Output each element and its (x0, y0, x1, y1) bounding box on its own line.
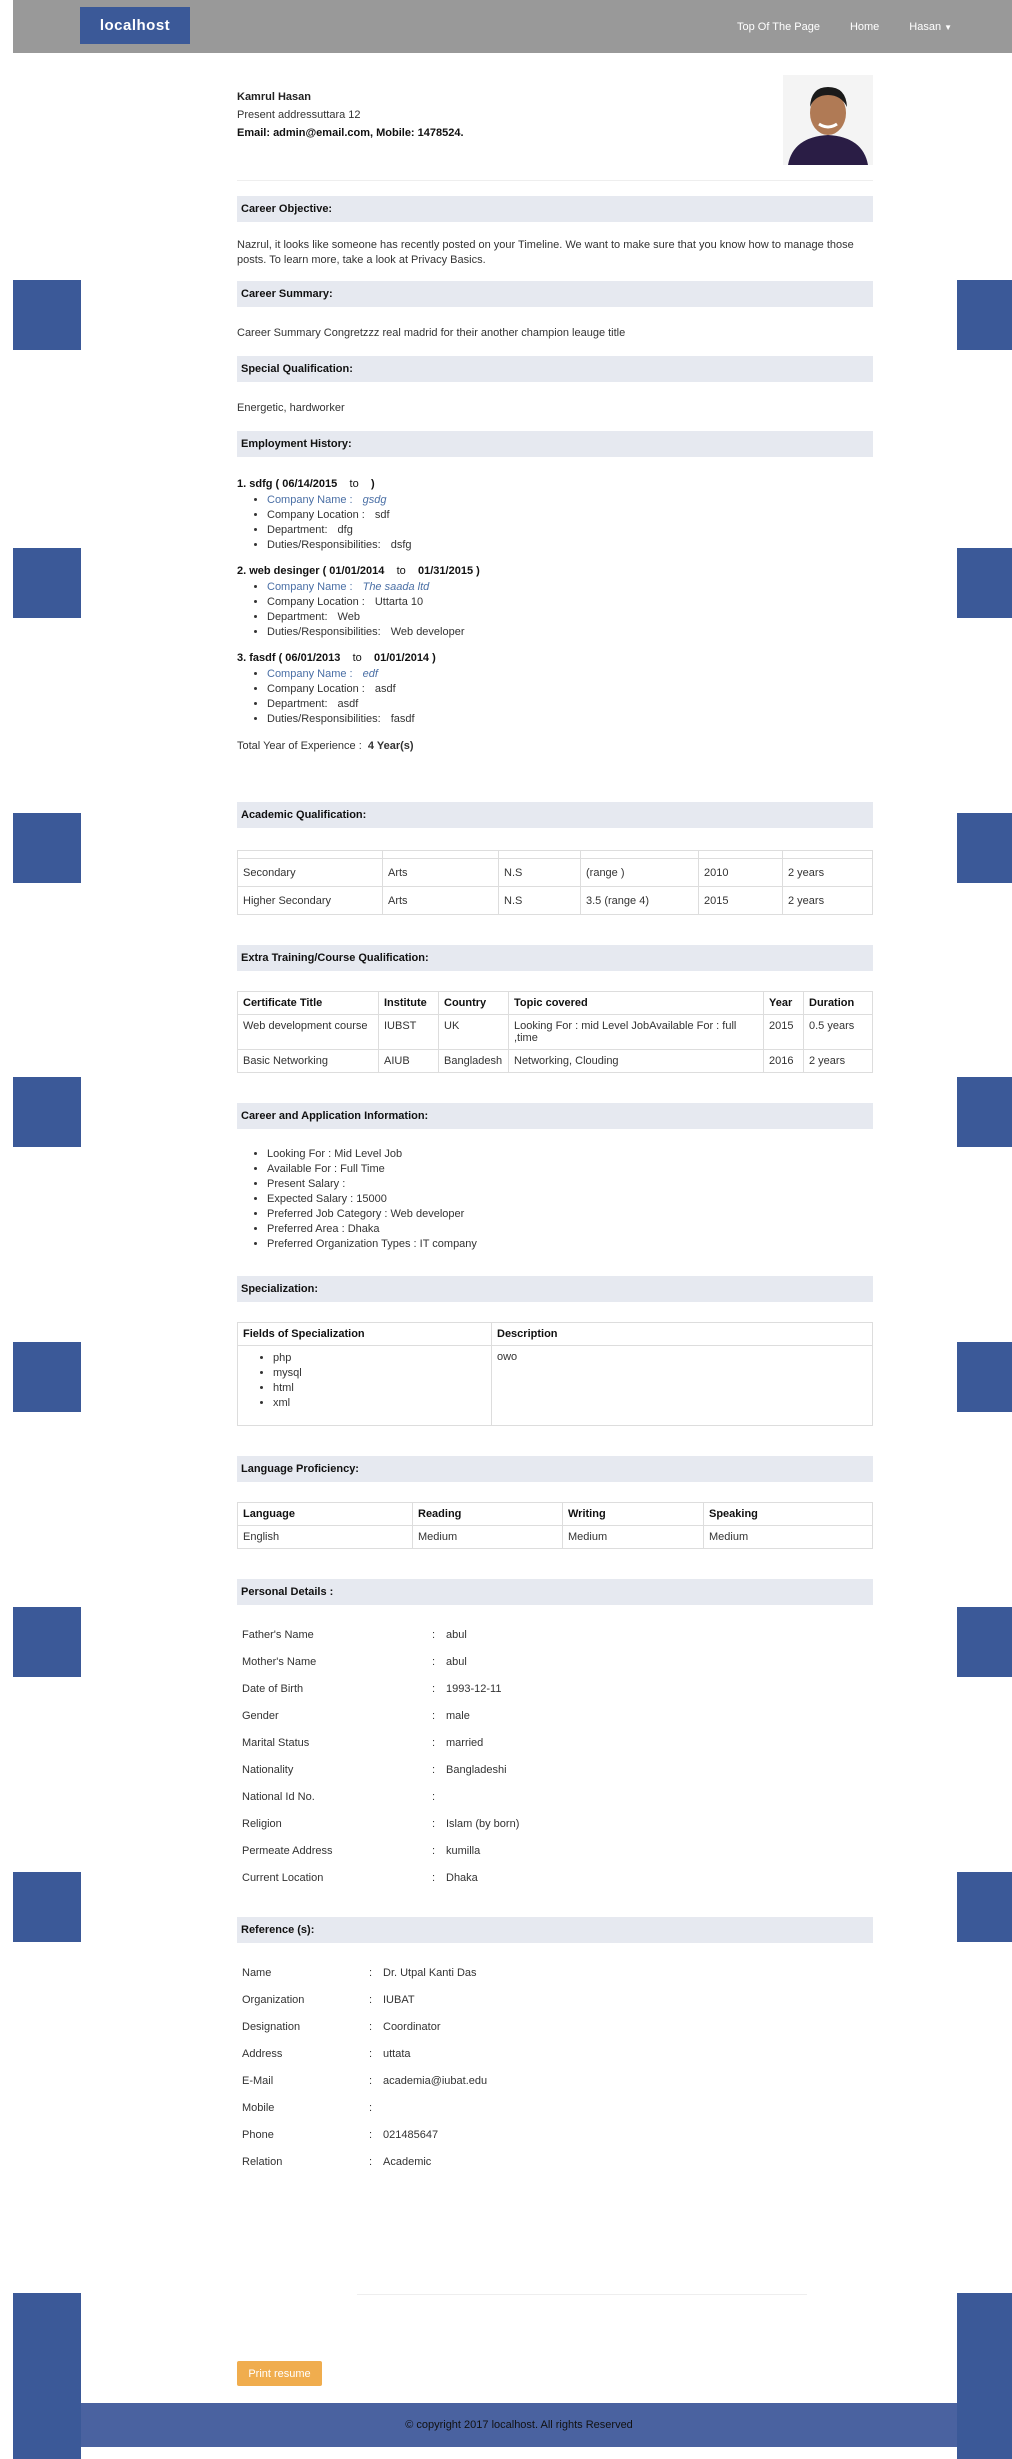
detail-value: Coordinator (383, 2020, 441, 2033)
table-cell: Web development course (238, 1015, 379, 1050)
job-title (237, 478, 873, 490)
job-to: to (396, 565, 406, 577)
table-header-cell: Fields of Specialization (238, 1323, 492, 1346)
detail-label: Permeate Address (242, 1844, 333, 1857)
detail-value: Islam (by born) (446, 1817, 520, 1830)
divider (357, 2294, 807, 2295)
department-label: Department: (267, 611, 328, 623)
section-career-info: Career and Application Information: (237, 1103, 873, 1129)
list-item: • mysql (273, 1366, 486, 1381)
detail-value: 021485647 (383, 2128, 439, 2141)
job-title (237, 565, 873, 577)
list-item: • php (273, 1351, 486, 1366)
department-value: asdf (337, 698, 359, 710)
special-qualification-text: Energetic, hardworker (237, 402, 345, 414)
career-info-list (237, 1147, 873, 1252)
job-department (267, 523, 873, 538)
total-experience-value: 4 Year(s) (367, 740, 414, 752)
language-table (237, 1502, 873, 1549)
list-item: • xml (273, 1396, 486, 1411)
detail-separator: : (432, 1763, 436, 1776)
detail-value: 1993-12-11 (446, 1682, 502, 1695)
side-decoration (957, 1607, 1012, 1677)
section-academic: Academic Qualification: (237, 802, 873, 828)
table-row (237, 1702, 524, 1729)
table-row (237, 1959, 492, 1986)
department-value: Web (337, 611, 360, 623)
table-header-cell: Certificate Title (238, 992, 379, 1015)
job-start: 3. fasdf ( 06/01/2013 (237, 652, 341, 664)
table-header-cell: Country (439, 992, 509, 1015)
job-department (267, 697, 873, 712)
location-label: Company Location : (267, 683, 365, 695)
detail-value: uttata (383, 2047, 411, 2060)
location-label: Company Location : (267, 509, 365, 521)
job-details (237, 580, 873, 640)
list-item: • Expected Salary : 15000 (267, 1192, 873, 1207)
table-header-cell: Description (492, 1323, 873, 1346)
table-row (238, 1050, 873, 1073)
table-row (237, 1783, 524, 1810)
section-personal: Personal Details : (237, 1579, 873, 1605)
table-header-cell: Language (238, 1503, 413, 1526)
list-item: • Looking For : Mid Level Job (267, 1147, 873, 1162)
table-header-cell (783, 851, 873, 859)
detail-separator: : (369, 1966, 373, 1979)
job-to: to (349, 478, 359, 490)
detail-label: Father's Name (242, 1628, 314, 1641)
table-row (237, 1648, 524, 1675)
table-cell: Networking, Clouding (509, 1050, 764, 1073)
table-row (237, 1729, 524, 1756)
section-special-qualification: Special Qualification: (237, 356, 873, 382)
nav-user-menu[interactable] (909, 21, 952, 33)
table-cell: Medium (413, 1526, 563, 1549)
table-header-cell (581, 851, 699, 859)
table-cell: UK (439, 1015, 509, 1050)
department-label: Department: (267, 698, 328, 710)
personal-details-table (237, 1621, 524, 1891)
list-item: • html (273, 1381, 486, 1396)
table-cell: 2015 (699, 887, 783, 915)
company-label: Company Name : (267, 668, 353, 680)
detail-value: married (446, 1736, 484, 1749)
table-cell: Bangladesh (439, 1050, 509, 1073)
table-row (237, 2148, 492, 2175)
table-row (238, 1015, 873, 1050)
detail-separator: : (432, 1871, 436, 1884)
duties-value: fasdf (390, 713, 415, 725)
job-end: 01/01/2014 ) (374, 652, 436, 664)
detail-value: male (446, 1709, 470, 1722)
job-to: to (352, 652, 362, 664)
detail-label: National Id No. (242, 1790, 315, 1803)
section-language: Language Proficiency: (237, 1456, 873, 1482)
table-cell: IUBST (379, 1015, 439, 1050)
detail-separator: : (432, 1628, 436, 1641)
detail-value: Bangladeshi (446, 1763, 507, 1776)
detail-separator: : (432, 1655, 436, 1668)
table-cell: owo (492, 1346, 873, 1426)
table-row (237, 1621, 524, 1648)
detail-value: academia@iubat.edu (383, 2074, 488, 2087)
department-label: Department: (267, 524, 328, 536)
job-entry (237, 652, 873, 727)
side-decoration (957, 2293, 1012, 2459)
table-header-cell: Topic covered (509, 992, 764, 1015)
table-header-cell: Institute (379, 992, 439, 1015)
job-title (237, 652, 873, 664)
section-career-summary: Career Summary: (237, 281, 873, 307)
table-row (237, 1675, 524, 1702)
specialization-fields (243, 1351, 486, 1411)
duties-label: Duties/Responsibilities: (267, 626, 381, 638)
job-location (267, 508, 873, 523)
table-row (238, 887, 873, 915)
detail-label: E-Mail (242, 2074, 274, 2087)
person-contact: Email: admin@email.com, Mobile: 1478524. (237, 127, 464, 139)
table-header-cell: Writing (563, 1503, 704, 1526)
table-cell: Higher Secondary (238, 887, 383, 915)
table-header-cell (699, 851, 783, 859)
table-row (237, 2121, 492, 2148)
side-decoration (13, 2293, 81, 2459)
section-reference: Reference (s): (237, 1917, 873, 1943)
table-header-cell: Speaking (704, 1503, 873, 1526)
academic-table (237, 850, 873, 915)
side-decoration (957, 1872, 1012, 1942)
side-decoration (13, 1872, 81, 1942)
side-decoration (13, 813, 81, 883)
list-item: • Preferred Organization Types : IT company (267, 1237, 873, 1252)
table-row (237, 1864, 524, 1891)
job-start: 1. sdfg ( 06/14/2015 (237, 478, 338, 490)
detail-separator: : (432, 1817, 436, 1830)
job-end: ) (370, 478, 375, 490)
table-row (237, 1986, 492, 2013)
company-label: Company Name : (267, 494, 353, 506)
table-header-cell: Reading (413, 1503, 563, 1526)
section-career-objective: Career Objective: (237, 196, 873, 222)
table-row (238, 1526, 873, 1549)
job-duties (267, 625, 873, 640)
print-resume-button[interactable]: Print resume (237, 2361, 322, 2386)
detail-value: abul (446, 1628, 467, 1641)
location-label: Company Location : (267, 596, 365, 608)
person-address: Present addressuttara 12 (237, 109, 361, 121)
table-row (237, 1837, 524, 1864)
table-row (237, 2040, 492, 2067)
nav-link-home[interactable]: Home (849, 20, 880, 33)
total-experience (237, 739, 873, 754)
detail-separator: : (369, 2020, 373, 2033)
table-cell: N.S (499, 859, 581, 887)
company-value: The saada ltd (362, 581, 430, 593)
table-cell: Basic Networking (238, 1050, 379, 1073)
table-cell: English (238, 1526, 413, 1549)
reference-table (237, 1959, 492, 2175)
side-decoration (13, 280, 81, 350)
table-cell: Arts (383, 887, 499, 915)
duties-value: dsfg (390, 539, 412, 551)
detail-label: Mobile (242, 2101, 275, 2114)
table-cell: 2 years (783, 859, 873, 887)
detail-label: Relation (242, 2155, 283, 2168)
avatar-illustration (783, 75, 873, 165)
detail-separator: : (432, 1736, 436, 1749)
detail-separator: : (369, 2074, 373, 2087)
navbar (13, 0, 1012, 53)
table-header-row (238, 1323, 873, 1346)
detail-label: Name (242, 1966, 272, 1979)
user-menu-label: Hasan (909, 20, 942, 33)
nav-links (737, 0, 952, 53)
detail-label: Phone (242, 2128, 274, 2141)
table-cell: Arts (383, 859, 499, 887)
table-cell: 2016 (764, 1050, 804, 1073)
company-label: Company Name : (267, 581, 353, 593)
detail-label: Current Location (242, 1871, 324, 1884)
table-cell: Medium (704, 1526, 873, 1549)
side-decoration (957, 1342, 1012, 1412)
brand-logo[interactable]: localhost (80, 7, 190, 44)
detail-separator: : (432, 1844, 436, 1857)
job-location (267, 682, 873, 697)
job-company (267, 580, 873, 595)
side-decoration (13, 1077, 81, 1147)
side-decoration (957, 1077, 1012, 1147)
job-details (237, 493, 873, 553)
detail-separator: : (369, 2128, 373, 2141)
table-cell: Medium (563, 1526, 704, 1549)
detail-separator: : (369, 2101, 373, 2114)
table-cell (238, 1346, 492, 1426)
person-name: Kamrul Hasan (237, 91, 311, 103)
list-item: • Preferred Job Category : Web developer (267, 1207, 873, 1222)
footer: © copyright 2017 localhost. All rights Reserved (81, 2403, 957, 2447)
job-entry (237, 565, 873, 640)
detail-value (378, 2094, 492, 2121)
list-item: • Available For : Full Time (267, 1162, 873, 1177)
side-decoration (957, 548, 1012, 618)
table-cell: (range ) (581, 859, 699, 887)
job-department (267, 610, 873, 625)
side-decoration (13, 1607, 81, 1677)
detail-separator: : (432, 1790, 436, 1803)
table-cell: 3.5 (range 4) (581, 887, 699, 915)
section-specialization: Specialization: (237, 1276, 873, 1302)
total-experience-label: Total Year of Experience : (237, 740, 362, 752)
table-cell: 2 years (804, 1050, 873, 1073)
job-entry (237, 478, 873, 553)
caret-down-icon: ▼ (944, 22, 952, 32)
table-row (237, 2094, 492, 2121)
detail-label: Gender (242, 1709, 279, 1722)
detail-separator: : (369, 2155, 373, 2168)
table-cell: Looking For : mid Level JobAvailable For : full ,time (509, 1015, 764, 1050)
career-summary-text: Career Summary Congretzzz real madrid for their another champion leauge title (237, 327, 626, 339)
duties-label: Duties/Responsibilities: (267, 539, 381, 551)
job-details (237, 667, 873, 727)
detail-separator: : (432, 1682, 436, 1695)
table-row (237, 2067, 492, 2094)
training-table (237, 991, 873, 1073)
detail-value: Dhaka (446, 1871, 478, 1884)
resume-content (237, 53, 873, 2175)
detail-label: Date of Birth (242, 1682, 304, 1695)
duties-label: Duties/Responsibilities: (267, 713, 381, 725)
table-row (238, 1346, 873, 1426)
detail-separator: : (369, 1993, 373, 2006)
career-objective-text: Nazrul, it looks like someone has recently posted on your Timeline. We want to make sure that you know how to manage those posts. To learn more, take a look at Privacy Basics. (237, 239, 854, 266)
detail-value: abul (446, 1655, 467, 1668)
detail-value (441, 1783, 524, 1810)
table-row (237, 1810, 524, 1837)
table-header-cell (383, 851, 499, 859)
job-end: 01/31/2015 ) (418, 565, 480, 577)
table-cell: 2 years (783, 887, 873, 915)
detail-label: Nationality (242, 1763, 294, 1776)
table-cell: 2015 (764, 1015, 804, 1050)
detail-separator: : (369, 2047, 373, 2060)
department-value: dfg (337, 524, 353, 536)
list-item: • Present Salary : (267, 1177, 873, 1192)
table-header-cell (499, 851, 581, 859)
section-employment-history: Employment History: (237, 431, 873, 457)
table-row (237, 1756, 524, 1783)
table-cell: AIUB (379, 1050, 439, 1073)
list-item: • Preferred Area : Dhaka (267, 1222, 873, 1237)
detail-label: Designation (242, 2020, 301, 2033)
detail-value: kumilla (446, 1844, 481, 1857)
side-decoration (13, 548, 81, 618)
detail-value: IUBAT (383, 1993, 415, 2006)
location-value: Uttarta 10 (374, 596, 424, 608)
resume-header (237, 53, 873, 181)
detail-label: Religion (242, 1817, 282, 1830)
location-value: asdf (374, 683, 396, 695)
table-header-row (238, 851, 873, 859)
side-decoration (13, 1342, 81, 1412)
detail-label: Organization (242, 1993, 305, 2006)
job-start: 2. web desinger ( 01/01/2014 (237, 565, 385, 577)
table-row (237, 2013, 492, 2040)
job-location (267, 595, 873, 610)
table-header-cell: Year (764, 992, 804, 1015)
company-value: gsdg (362, 494, 387, 506)
table-cell: N.S (499, 887, 581, 915)
table-cell: 0.5 years (804, 1015, 873, 1050)
side-decoration (957, 280, 1012, 350)
job-duties (267, 712, 873, 727)
detail-label: Mother's Name (242, 1655, 317, 1668)
nav-link-top[interactable]: Top Of The Page (736, 20, 820, 33)
detail-value: Dr. Utpal Kanti Das (383, 1966, 477, 1979)
detail-value: Academic (383, 2155, 432, 2168)
section-training: Extra Training/Course Qualification: (237, 945, 873, 971)
duties-value: Web developer (390, 626, 465, 638)
detail-separator: : (432, 1709, 436, 1722)
detail-label: Address (242, 2047, 283, 2060)
side-decoration (957, 813, 1012, 883)
table-cell: Secondary (238, 859, 383, 887)
table-cell: 2010 (699, 859, 783, 887)
table-header-cell: Duration (804, 992, 873, 1015)
table-header-row (238, 1503, 873, 1526)
detail-label: Marital Status (242, 1736, 310, 1749)
table-row (238, 859, 873, 887)
specialization-table (237, 1322, 873, 1426)
job-duties (267, 538, 873, 553)
company-value: edf (362, 668, 378, 680)
location-value: sdf (374, 509, 390, 521)
job-company (267, 493, 873, 508)
table-header-cell (238, 851, 383, 859)
job-company (267, 667, 873, 682)
table-header-row (238, 992, 873, 1015)
profile-photo (783, 75, 873, 165)
